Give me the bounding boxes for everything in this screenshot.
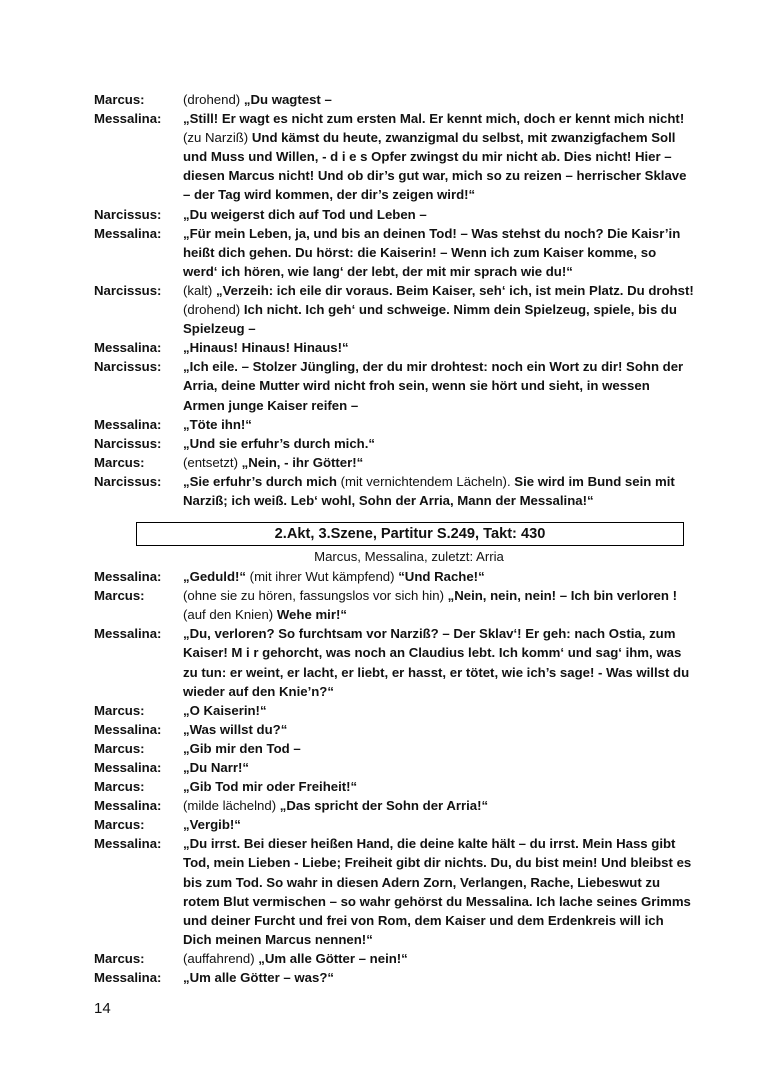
dialogue-text bbox=[183, 720, 694, 739]
spoken-text: „Das spricht der Sohn der Arria!“ bbox=[279, 798, 489, 814]
speaker-name: Narcissus: bbox=[94, 282, 162, 298]
stage-direction: (auf den Knien) bbox=[183, 607, 277, 623]
speaker-name: Messalina: bbox=[94, 340, 162, 356]
dialogue-text bbox=[183, 739, 694, 758]
spoken-text: „Hinaus! Hinaus! Hinaus!“ bbox=[183, 340, 349, 356]
dialogue-line bbox=[94, 281, 694, 338]
speaker-name: Narcissus: bbox=[94, 206, 162, 222]
stage-direction: (mit ihrer Wut kämpfend) bbox=[249, 569, 399, 585]
dialogue-line bbox=[94, 624, 694, 700]
scene-dialogue-block bbox=[94, 567, 694, 987]
dialogue-line bbox=[94, 720, 694, 739]
speaker-name: Marcus: bbox=[94, 740, 145, 756]
dialogue-text bbox=[183, 701, 694, 720]
stage-direction: (auffahrend) bbox=[183, 950, 259, 966]
dialogue-text bbox=[183, 949, 694, 968]
stage-direction: (drohend) bbox=[183, 92, 244, 107]
dialogue-text bbox=[183, 815, 694, 834]
speaker-name: Marcus: bbox=[94, 950, 145, 966]
stage-direction: (milde lächelnd) bbox=[183, 798, 280, 814]
dialogue-line bbox=[94, 338, 694, 357]
dialogue-line bbox=[94, 777, 694, 796]
spoken-text: „Still! Er wagt es nicht zum ersten Mal. Er kennt mich, doch er kennt mich nicht! bbox=[183, 111, 685, 127]
speaker-name: Messalina: bbox=[94, 225, 162, 241]
stage-direction: (entsetzt) bbox=[183, 454, 242, 470]
dialogue-text bbox=[183, 777, 694, 796]
stage-direction: (ohne sie zu hören, fassungslos vor sich hin) bbox=[183, 588, 448, 604]
dialogue-line bbox=[94, 205, 694, 224]
speaker-name: Messalina: bbox=[94, 569, 162, 585]
spoken-text: Sie wird im Bund sein mit Narziß; ich weiß. Leb‘ wohl, Sohn der Arria, Mann der Messalina!“ bbox=[183, 473, 675, 508]
dialogue-text bbox=[183, 415, 694, 434]
spoken-text: „O Kaiserin!“ bbox=[183, 702, 267, 718]
dialogue-text bbox=[183, 109, 694, 204]
dialogue-line bbox=[94, 90, 694, 109]
spoken-text: „Nein, - ihr Götter!“ bbox=[241, 454, 364, 470]
dialogue-line bbox=[94, 472, 694, 510]
speaker-name: Messalina: bbox=[94, 721, 162, 737]
dialogue-line bbox=[94, 415, 694, 434]
dialogue-text bbox=[183, 586, 694, 624]
speaker-name: Messalina: bbox=[94, 836, 162, 852]
spoken-text: „Gib mir den Tod – bbox=[183, 740, 301, 756]
speaker-name: Marcus: bbox=[94, 454, 145, 470]
spoken-text: „Sie erfuhr’s durch mich bbox=[183, 473, 341, 489]
spoken-text: „Du weigerst dich auf Tod und Leben – bbox=[183, 206, 427, 222]
spoken-text: „Was willst du?“ bbox=[183, 721, 288, 737]
dialogue-text bbox=[183, 834, 694, 949]
dialogue-text bbox=[183, 224, 694, 281]
speaker-name: Narcissus: bbox=[94, 473, 162, 489]
spoken-text: „Um alle Götter – nein!“ bbox=[258, 950, 408, 966]
dialogue-line bbox=[94, 949, 694, 968]
dialogue-text bbox=[183, 90, 694, 109]
spoken-text: „Nein, nein, nein! – Ich bin verloren ! bbox=[447, 588, 677, 604]
spoken-text: „Töte ihn!“ bbox=[183, 416, 252, 432]
script-body bbox=[94, 90, 694, 987]
dialogue-line bbox=[94, 453, 694, 472]
stage-direction: (drohend) bbox=[183, 302, 244, 318]
speaker-name: Marcus: bbox=[94, 817, 145, 833]
dialogue-line bbox=[94, 224, 694, 281]
speaker-name: Messalina: bbox=[94, 970, 162, 986]
spoken-text: Wehe mir!“ bbox=[276, 607, 347, 623]
spoken-text: „Du, verloren? So furchtsam vor Narziß? – Der Sklav‘! Er geh: nach Ostia, zum Kaiser! M i r gehorcht, was noch an Claudius lebt. Ich komm‘ und sag‘ ihm, was zu tun: er weint, er lacht, er liebt, er hasst, er tötet, wie ich’s sage! - Was willst du wieder auf den Knie’n?“ bbox=[183, 626, 690, 699]
stage-direction: (zu Narziß) bbox=[183, 130, 252, 146]
speaker-name: Marcus: bbox=[94, 702, 145, 718]
dialogue-line bbox=[94, 357, 694, 414]
dialogue-line bbox=[94, 758, 694, 777]
spoken-text: „Du wagtest – bbox=[243, 92, 332, 107]
dialogue-text bbox=[183, 453, 694, 472]
speaker-name: Messalina: bbox=[94, 626, 162, 642]
speaker-name: Messalina: bbox=[94, 798, 162, 814]
spoken-text: „Gib Tod mir oder Freiheit!“ bbox=[183, 779, 358, 795]
dialogue-text bbox=[183, 567, 694, 586]
speaker-name: Messalina: bbox=[94, 416, 162, 432]
dialogue-line bbox=[94, 701, 694, 720]
spoken-text: „Für mein Leben, ja, und bis an deinen Tod! – Was stehst du noch? Die Kaisr’in heißt dich gehen. Du hörst: die Kaiserin! – Wenn ich zum Kaiser komme, so werd‘ ich hören, wie lang‘ der lebt, der mit mir sprach wie du!“ bbox=[183, 225, 681, 279]
dialogue-text bbox=[183, 357, 694, 414]
dialogue-line bbox=[94, 815, 694, 834]
dialogue-text bbox=[183, 472, 694, 510]
dialogue-text bbox=[183, 624, 694, 700]
dialogue-line bbox=[94, 796, 694, 815]
spoken-text: „Vergib!“ bbox=[183, 817, 241, 833]
spoken-text: “Und Rache!“ bbox=[398, 569, 485, 585]
speaker-name: Messalina: bbox=[94, 111, 162, 127]
dialogue-text bbox=[183, 205, 694, 224]
dialogue-line bbox=[94, 834, 694, 949]
spoken-text: „Verzeih: ich eile dir voraus. Beim Kaiser, seh‘ ich, ist mein Platz. Du drohst! bbox=[215, 282, 694, 298]
spoken-text: „Du Narr!“ bbox=[183, 760, 249, 775]
speaker-name: Narcissus: bbox=[94, 435, 162, 451]
speaker-name: Marcus: bbox=[94, 92, 145, 107]
speaker-name: Messalina: bbox=[94, 760, 162, 775]
dialogue-line bbox=[94, 434, 694, 453]
speaker-name: Marcus: bbox=[94, 588, 145, 604]
dialogue-line bbox=[94, 968, 694, 987]
stage-direction: (kalt) bbox=[183, 282, 216, 298]
spoken-text: „Und sie erfuhr’s durch mich.“ bbox=[183, 435, 375, 451]
page-number: 14 bbox=[94, 1000, 111, 1017]
dialogue-text bbox=[183, 281, 694, 338]
dialogue-line bbox=[94, 739, 694, 758]
spoken-text: „Du irrst. Bei dieser heißen Hand, die deine kalte hält – du irrst. Mein Hass gibt Tod, mein Lieben - Liebe; Freiheit gibt dir nichts. Du, du bist mein! Und bleibst es bis zum Tod. So wahr in diesen Adern Zorn, Verlangen, Rache, Liebeswut zu rotem Blut vermischen – so wahr gehörst du Messalina. Ich lache seines Grimms und deiner Furcht und frei von Rom, dem Kaiser und dem Erdenkreis will ich Dich meinen Marcus nennen!“ bbox=[183, 836, 692, 947]
dialogue-line bbox=[94, 567, 694, 586]
speaker-name: Narcissus: bbox=[94, 359, 162, 375]
dialogue-text bbox=[183, 434, 694, 453]
stage-direction: (mit vernichtendem Lächeln). bbox=[340, 473, 515, 489]
scene-heading-box: 2.Akt, 3.Szene, Partitur S.249, Takt: 430 bbox=[136, 522, 684, 546]
spoken-text: Ich nicht. Ich geh‘ und schweige. Nimm dein Spielzeug, spiele, bis du Spielzeug – bbox=[183, 302, 677, 337]
dialogue-text bbox=[183, 758, 694, 777]
spoken-text: „Geduld!“ bbox=[183, 569, 250, 585]
speaker-name: Marcus: bbox=[94, 779, 145, 795]
spoken-text: „Um alle Götter – was?“ bbox=[183, 970, 334, 986]
scene-cast-line: Marcus, Messalina, zuletzt: Arria bbox=[314, 549, 504, 565]
dialogue-text bbox=[183, 338, 694, 357]
dialogue-line bbox=[94, 586, 694, 624]
dialogue-text bbox=[183, 796, 694, 815]
spoken-text: Und kämst du heute, zwanzigmal du selbst, mit zwanzigfachem Soll und Muss und Willen, - d i e s Opfer zwingst du mir nicht ab. Dies nicht! Hier – diesen Marcus nicht! Und ob dir’s gut war, mich so zu reizen – herrischer Sklave – der Tag wird kommen, der dir’s zeigen wird!“ bbox=[183, 130, 687, 203]
dialogue-text bbox=[183, 968, 694, 987]
spoken-text: „Ich eile. – Stolzer Jüngling, der du mir drohtest: noch ein Wort zu dir! Sohn der Arria, deine Mutter wird nicht froh sein, wenn sie hört und sieht, in wessen Armen junge Kaiser reifen – bbox=[183, 359, 684, 413]
dialogue-line bbox=[94, 109, 694, 204]
scene-dialogue-block bbox=[94, 90, 694, 510]
